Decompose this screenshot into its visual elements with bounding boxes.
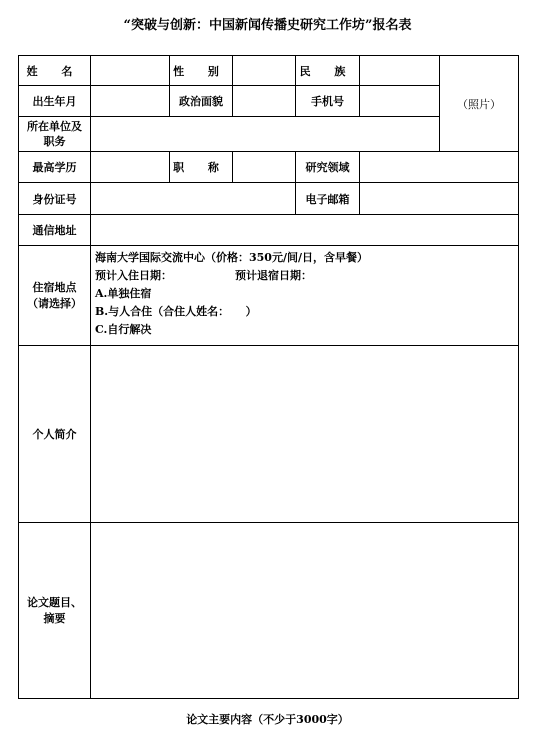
lodging-options <box>91 246 519 346</box>
email-field[interactable] <box>360 183 519 215</box>
name-field[interactable] <box>91 56 170 86</box>
row-education <box>19 152 519 183</box>
lodging-option-c[interactable]: C.自行解决 <box>95 323 152 336</box>
birth-field[interactable] <box>91 86 170 117</box>
workplace-label: 所在单位及职务 <box>19 117 91 152</box>
education-field[interactable] <box>91 152 170 183</box>
row-bio <box>19 346 519 523</box>
paper-label: 论文题目、摘要 <box>19 523 91 699</box>
registration-table <box>18 55 519 699</box>
row-paper <box>19 523 519 699</box>
lodging-venue: 海南大学国际交流中心（价格：350元/间/日，含早餐） <box>95 251 368 264</box>
checkin-label[interactable]: 预计入住日期： <box>95 269 172 282</box>
address-label: 通信地址 <box>19 215 91 246</box>
gender-label: 性 别 <box>170 56 233 86</box>
birth-label: 出生年月 <box>19 86 91 117</box>
row-name <box>19 56 519 86</box>
phone-label: 手机号 <box>296 86 360 117</box>
row-id <box>19 183 519 215</box>
row-lodging <box>19 246 519 346</box>
footer-note: 论文主要内容（不少于3000字） <box>186 713 349 726</box>
lodging-label: 住宿地点（请选择） <box>19 246 91 346</box>
workplace-field[interactable] <box>91 117 440 152</box>
political-field[interactable] <box>233 86 296 117</box>
gender-field[interactable] <box>233 56 296 86</box>
bio-field[interactable] <box>91 346 519 523</box>
row-address <box>19 215 519 246</box>
id-field[interactable] <box>91 183 296 215</box>
title-rank-field[interactable] <box>233 152 296 183</box>
paper-field[interactable] <box>91 523 519 699</box>
email-label: 电子邮箱 <box>296 183 360 215</box>
research-field[interactable] <box>360 152 519 183</box>
ethnicity-field[interactable] <box>360 56 440 86</box>
lodging-dates <box>95 267 514 285</box>
photo-box[interactable] <box>440 56 519 152</box>
research-label: 研究领域 <box>296 152 360 183</box>
checkout-label[interactable]: 预计退宿日期： <box>235 269 312 282</box>
education-label: 最高学历 <box>19 152 91 183</box>
lodging-option-b[interactable]: B.与人合住（合住人姓名： ） <box>95 305 257 318</box>
phone-field[interactable] <box>360 86 440 117</box>
photo-label: （照片） <box>457 97 501 111</box>
ethnicity-label: 民 族 <box>296 56 360 86</box>
name-label: 姓 名 <box>19 56 91 86</box>
title-rank-label: 职 称 <box>170 152 233 183</box>
political-label: 政治面貌 <box>170 86 233 117</box>
lodging-option-a[interactable]: A.单独住宿 <box>95 287 152 300</box>
form-title: “突破与创新：中国新闻传播史研究工作坊”报名表 <box>123 18 412 33</box>
bio-label: 个人简介 <box>19 346 91 523</box>
id-label: 身份证号 <box>19 183 91 215</box>
address-field[interactable] <box>91 215 519 246</box>
